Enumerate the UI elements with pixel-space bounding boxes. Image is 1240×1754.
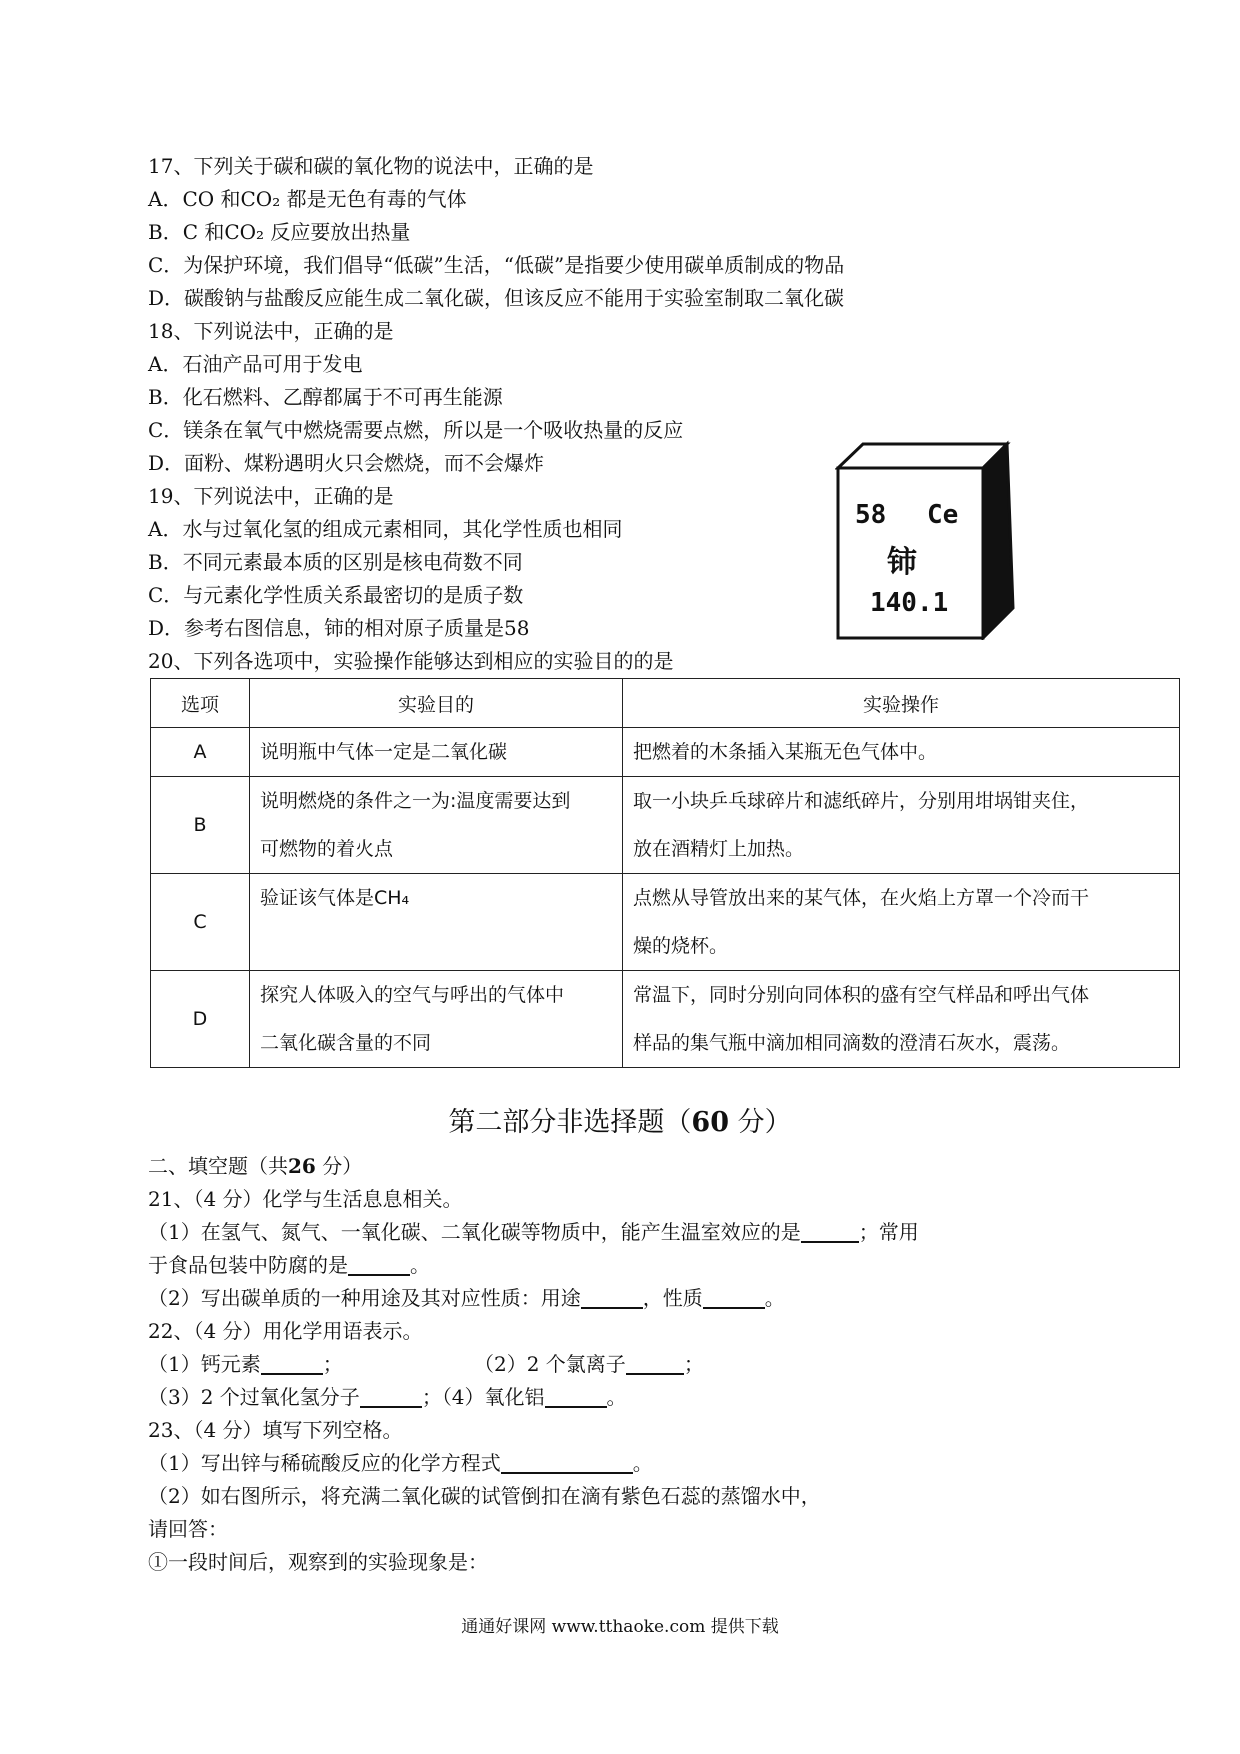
q19-option-b: B．不同元素最本质的区别是核电荷数不同 [148,550,523,574]
q22-item1: （1）钙元素 [148,1352,261,1376]
q22-semicolon: ； [683,1352,704,1376]
table-row [151,874,1180,971]
row-operation [623,728,1180,777]
q18-option-d: D．面粉、煤粉遇明火只会燃烧，而不会爆炸 [148,451,545,475]
q20-stem: 20、下列各选项中，实验操作能够达到相应的实验目的的是 [148,649,674,673]
q17-stem: 17、下列关于碳和碳的氧化物的说法中，正确的是 [148,154,594,178]
header-operation: 实验操作 [623,679,1180,728]
q23-part2: （2）如右图所示，将充满二氧化碳的试管倒扣在滴有紫色石蕊的蒸馏水中， [148,1484,821,1508]
q21-part1-text: （1）在氢气、氮气、一氧化碳、二氧化碳等物质中，能产生温室效应的是 [148,1220,801,1244]
table-row [151,971,1180,1068]
q21-part2-text: （2）写出碳单质的一种用途及其对应性质：用途 [148,1286,581,1310]
q19-option-a: A．水与过氧化氢的组成元素相同，其化学性质也相同 [148,517,623,541]
q22-item3: （3）2 个过氧化氢分子 [148,1385,360,1409]
row-operation-line: 把燃着的木条插入某瓶无色气体中。 [633,741,938,763]
q22-item4: （4）氧化铝 [441,1385,545,1409]
table-row [151,728,1180,777]
q18-option-b: B．化石燃料、乙醇都属于不可再生能源 [148,385,503,409]
q22-row1-left [148,1348,343,1380]
q22-stem: 22、（4 分）用化学用语表示。 [148,1319,423,1343]
answer-blank[interactable] [348,1252,410,1276]
q19-option-d: D．参考右图信息，铈的相对原子质量是58 [148,616,530,640]
answer-blank[interactable] [360,1384,422,1408]
q19-stem: 19、下列说法中，正确的是 [148,484,394,508]
experiment-table [150,678,1180,1068]
row-goal-line: 说明燃烧的条件之一为:温度需要达到 [260,790,571,812]
q21-stem: 21、（4 分）化学与生活息息相关。 [148,1187,463,1211]
q22-item2: （2）2 个氯离子 [474,1352,626,1376]
part-two-score: 60 [691,1107,729,1138]
row-goal [250,874,623,971]
row-goal [250,728,623,777]
q23-part1-text: （1）写出锌与稀硫酸反应的化学方程式 [148,1451,501,1475]
row-goal-line: 探究人体吸入的空气与呼出的气体中 [260,984,565,1006]
row-operation [623,971,1180,1068]
fill-heading-score: 26 [288,1154,316,1178]
part-two-title [0,1100,1240,1139]
part-two-title-end: 分） [728,1107,792,1138]
fill-heading-text: 二、填空题（共 [148,1154,288,1178]
q21-part1-cont [148,1249,430,1281]
row-goal [250,777,623,874]
q22-row1-right [474,1348,704,1380]
row-operation [623,874,1180,971]
q17-option-c: C．为保护环境，我们倡导“低碳”生活，“低碳”是指要少使用碳单质制成的物品 [148,253,845,277]
row-operation-line: 取一小块乒乓球碎片和滤纸碎片，分别用坩埚钳夹住， [633,790,1090,812]
q21-part2-mid: ，性质 [642,1286,703,1310]
row-goal-spacer [260,922,612,970]
q17-option-b: B．C 和CO₂ 反应要放出热量 [148,220,411,244]
q22-semicolon: ； [322,1352,343,1376]
q21-part1-cont-text: 于食品包装中防腐的是 [148,1253,348,1277]
element-symbol: Ce [927,500,959,530]
row-goal-line: 可燃物的着火点 [260,838,394,860]
answer-blank[interactable] [703,1285,765,1309]
q21-part1 [148,1216,919,1248]
row-operation-line: 点燃从导管放出来的某气体，在火焰上方罩一个冷而干 [633,887,1090,909]
fill-section-heading [148,1150,362,1182]
answer-blank[interactable] [626,1351,684,1375]
q18-option-a: A．石油产品可用于发电 [148,352,363,376]
q21-part2-period: 。 [764,1286,785,1310]
atomic-mass: 140.1 [870,588,949,618]
row-option: D [151,971,250,1068]
row-option: A [151,728,250,777]
row-operation-line: 样品的集气瓶中滴加相同滴数的澄清石灰水，震荡。 [633,1032,1071,1054]
answer-blank[interactable] [261,1351,323,1375]
q22-row2 [148,1381,627,1413]
q17-option-a: A．CO 和CO₂ 都是无色有毒的气体 [148,187,467,211]
q21-part2 [148,1282,785,1314]
row-goal-line: 二氧化碳含量的不同 [260,1032,432,1054]
q21-part1-text-end: ；常用 [858,1220,919,1244]
table-header-row [151,679,1180,728]
atomic-number: 58 [855,500,887,530]
header-goal: 实验目的 [250,679,623,728]
answer-blank[interactable] [801,1219,859,1243]
q23-stem: 23、（4 分）填写下列空格。 [148,1418,403,1442]
row-operation-line: 燥的烧杯。 [633,935,729,957]
q17-option-d: D．碳酸钠与盐酸反应能生成二氧化碳，但该反应不能用于实验室制取二氧化碳 [148,286,845,310]
q23-part1-period: 。 [632,1451,653,1475]
row-goal [250,971,623,1068]
q23-part1 [148,1447,653,1479]
row-option: C [151,874,250,971]
q18-stem: 18、下列说法中，正确的是 [148,319,394,343]
part-two-title-text: 第二部分非选择题（ [448,1107,692,1138]
answer-blank[interactable] [545,1384,607,1408]
element-cube-figure [835,440,1015,640]
q18-option-c: C．镁条在氧气中燃烧需要点燃，所以是一个吸收热量的反应 [148,418,684,442]
fill-heading-end: 分） [315,1154,363,1178]
answer-blank[interactable] [501,1450,633,1474]
q22-period: 。 [606,1385,627,1409]
table-row [151,777,1180,874]
row-goal-line: 说明瓶中气体一定是二氧化碳 [260,741,508,763]
answer-blank[interactable] [581,1285,643,1309]
row-operation [623,777,1180,874]
q23-sub1: ①一段时间后，观察到的实验现象是： [148,1550,488,1574]
row-option: B [151,777,250,874]
page-footer: 通通好课网 www.tthaoke.com 提供下载 [461,1617,779,1637]
header-option: 选项 [151,679,250,728]
element-name: 铈 [887,545,917,580]
q19-option-c: C．与元素化学性质关系最密切的是质子数 [148,583,524,607]
q23-prompt: 请回答： [148,1517,228,1541]
q21-part1-period: 。 [410,1253,430,1277]
q22-semicolon: ； [421,1385,442,1409]
row-goal-line: 验证该气体是CH₄ [260,887,410,909]
row-operation-line: 常温下，同时分别向同体积的盛有空气样品和呼出气体 [633,984,1090,1006]
row-operation-line: 放在酒精灯上加热。 [633,838,805,860]
